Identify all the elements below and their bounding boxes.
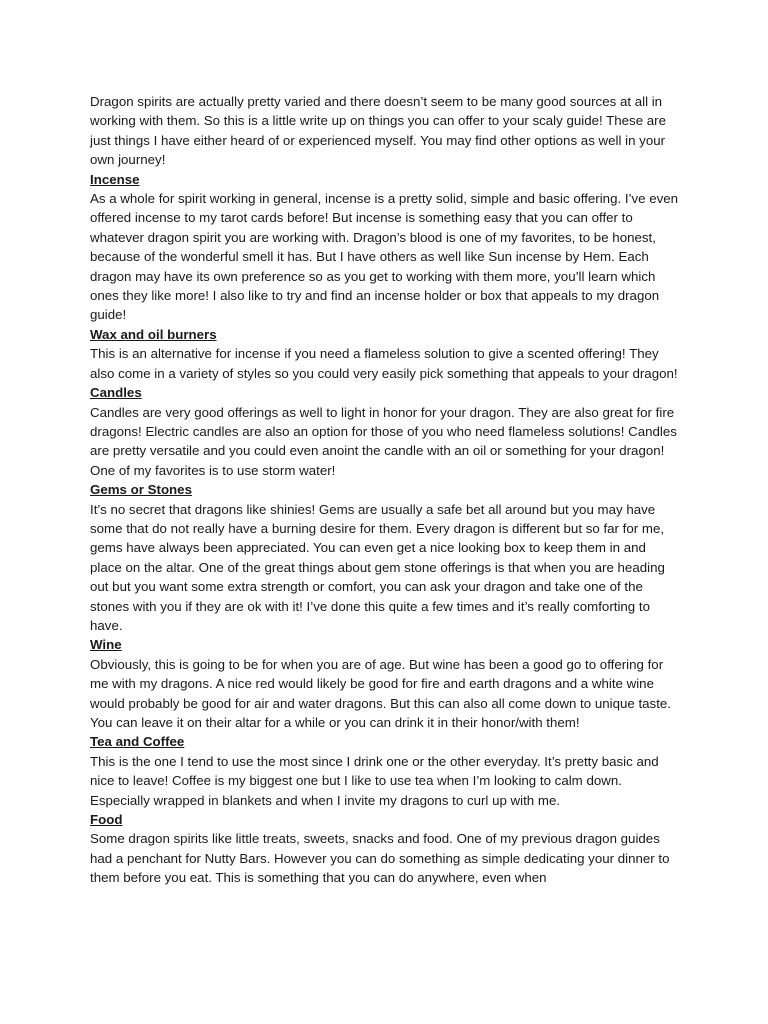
section-candles	[90, 383, 680, 480]
section-heading: Gems or Stones	[90, 482, 192, 498]
section-incense	[90, 170, 680, 325]
section-body: Candles are very good offerings as well to light in honor for your dragon. They are also great for fire dragons! Electric candles are also an option for those of you who need flameless solutions! Candles are pretty versatile and you could even anoint the candle with an oil or something for your dragon! One of my favorites is to use storm water!	[90, 404, 677, 478]
document-page	[90, 92, 680, 888]
section-wine	[90, 635, 680, 732]
section-heading: Food	[90, 812, 123, 828]
section-food	[90, 810, 680, 888]
section-heading: Wine	[90, 637, 122, 653]
section-tea-and-coffee	[90, 732, 680, 810]
section-body: It’s no secret that dragons like shinies! Gems are usually a safe bet all around but you may have some that do not really have a burning desire for them. Every dragon is different but so far for me, gems have always been appreciated. You can even get a nice looking box to keep them in and place on the altar. One of the great things about gem stone offerings is that when you are heading out but you want some extra strength or comfort, you can ask your dragon and take one of the stones with you if they are ok with it! I’ve done this quite a few times and it’s really comforting to have.	[90, 501, 665, 633]
intro-paragraph: Dragon spirits are actually pretty varied and there doesn’t seem to be many good sources at all in working with them. So this is a little write up on things you can offer to your scaly guide! These are just things I have either heard of or experienced myself. You may find other options as well in your own journey!	[90, 94, 666, 168]
section-heading: Tea and Coffee	[90, 734, 185, 750]
section-body: Some dragon spirits like little treats, sweets, snacks and food. One of my previous dragon guides had a penchant for Nutty Bars. However you can do something as simple dedicating your dinner to them before you eat. This is something that you can do anywhere, even when	[90, 831, 670, 886]
section-body: This is an alternative for incense if you need a flameless solution to give a scented offering! They also come in a variety of styles so you could very easily pick something that appeals to your dragon!	[90, 346, 678, 381]
section-wax-and-oil-burners	[90, 325, 680, 383]
section-heading: Incense	[90, 171, 140, 187]
section-body: As a whole for spirit working in general, incense is a pretty solid, simple and basic offering. I’ve even offered incense to my tarot cards before! But incense is something easy that you can offer to whatever dragon spirit you are working with. Dragon’s blood is one of my favorites, to be honest, because of the wonderful smell it has. But I have others as well like Sun incense by Hem. Each dragon may have its own preference so as you get to working with them more, you’ll learn which ones they like more! I also like to try and find an incense holder or box that appeals to my dragon guide!	[90, 191, 679, 323]
section-body: This is the one I tend to use the most since I drink one or the other everyday. It’s pretty basic and nice to leave! Coffee is my biggest one but I like to use tea when I’m looking to calm down. Especially wrapped in blankets and when I invite my dragons to curl up with me.	[90, 753, 659, 808]
section-gems-or-stones	[90, 480, 680, 635]
section-heading: Wax and oil burners	[90, 326, 217, 342]
section-body: Obviously, this is going to be for when you are of age. But wine has been a good go to offering for me with my dragons. A nice red would likely be good for fire and earth dragons and a white wine would probably be good for air and water dragons. But this can also all come down to unique taste. You can leave it on their altar for a while or you can drink it in their honor/with them!	[90, 656, 671, 730]
section-heading: Candles	[90, 385, 142, 401]
